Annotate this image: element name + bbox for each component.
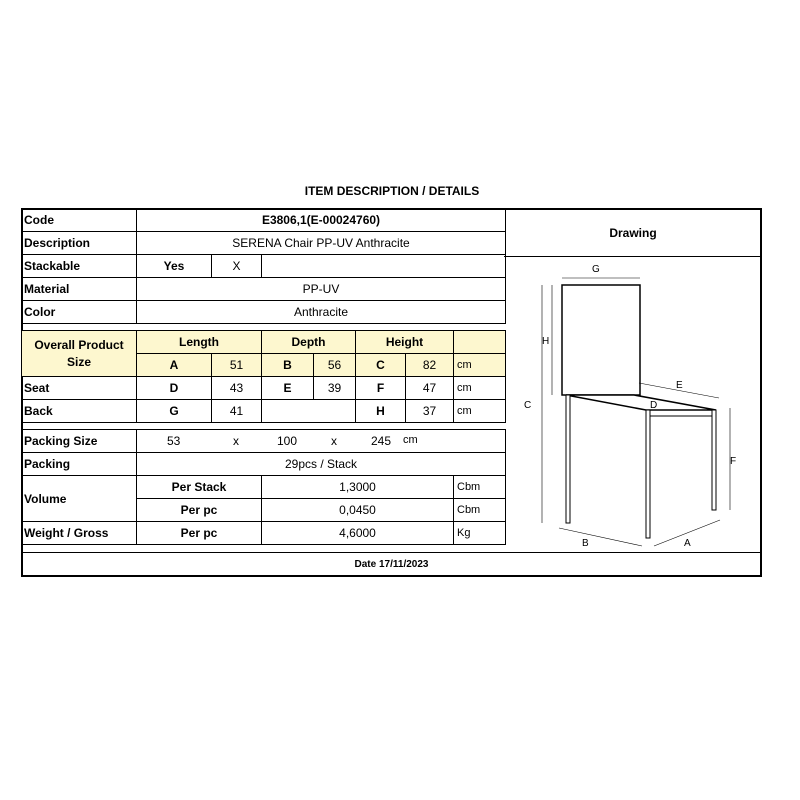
drawing-letter-b: B: [582, 538, 589, 549]
weight-row: [22, 522, 506, 545]
packing-row: [22, 453, 506, 476]
drawing-letter-d: D: [650, 400, 658, 411]
description-row: [22, 232, 506, 255]
back-row: [22, 400, 506, 423]
volume-per-pc-unit: Cbm: [454, 499, 506, 522]
drawing-panel: [504, 208, 762, 551]
chair-leg-front-right: [712, 410, 716, 510]
value-e: 39: [314, 377, 356, 400]
value-g: 41: [212, 400, 262, 423]
chair-drawing: [504, 258, 762, 558]
drawing-title: Drawing: [609, 226, 657, 240]
stackable-label: Stackable: [22, 255, 137, 278]
weight-value: 4,6000: [262, 522, 454, 545]
drawing-letter-f: F: [730, 456, 737, 467]
packing-size-row: [22, 430, 506, 453]
drawing-letter-h: H: [542, 336, 550, 347]
key-d: D: [137, 377, 212, 400]
description-value: SERENA Chair PP-UV Anthracite: [137, 232, 506, 255]
code-value: E3806,1(E-00024760): [137, 209, 506, 232]
value-d: 43: [212, 377, 262, 400]
page-title: ITEM DESCRIPTION / DETAILS: [304, 184, 480, 198]
stackable-yes: Yes: [137, 255, 212, 278]
value-a: 51: [212, 354, 262, 377]
stackable-row: [22, 255, 506, 278]
value-f: 47: [406, 377, 454, 400]
length-header: Length: [137, 331, 262, 354]
key-a: A: [137, 354, 212, 377]
spacer: [22, 324, 506, 331]
packing-x2: x: [331, 434, 337, 448]
date-footer: Date 17/11/2023: [21, 552, 762, 577]
code-label: Code: [22, 209, 137, 232]
value-h: 37: [406, 400, 454, 423]
spec-table: [21, 208, 506, 545]
unit-back: cm: [454, 400, 506, 423]
color-row: [22, 301, 506, 324]
unit-seat: cm: [454, 377, 506, 400]
spacer: [22, 423, 506, 430]
key-e: E: [262, 377, 314, 400]
volume-per-pc-value: 0,0450: [262, 499, 454, 522]
stackable-empty: [262, 255, 506, 278]
value-c: 82: [406, 354, 454, 377]
description-label: Description: [22, 232, 137, 255]
key-f: F: [356, 377, 406, 400]
drawing-divider: [504, 256, 762, 257]
dim-b-line: [559, 528, 642, 546]
drawing-letter-g: G: [592, 264, 600, 275]
stackable-mark: X: [212, 255, 262, 278]
packing-length: 53: [167, 434, 181, 448]
packing-size-label: Packing Size: [22, 430, 137, 453]
packing-label: Packing: [22, 453, 137, 476]
unit-overall: cm: [454, 354, 506, 377]
weight-label: Weight / Gross: [22, 522, 137, 545]
volume-per-stack-value: 1,3000: [262, 476, 454, 499]
packing-height: 245: [371, 434, 392, 448]
drawing-letter-a: A: [684, 538, 691, 549]
height-header: Height: [356, 331, 454, 354]
drawing-letter-c: C: [524, 400, 532, 411]
back-label: Back: [22, 400, 137, 423]
color-value: Anthracite: [137, 301, 506, 324]
drawing-letter-e: E: [676, 380, 683, 391]
header-blank: [454, 331, 506, 354]
chair-leg-front-left: [646, 410, 650, 538]
chair-backrest: [562, 285, 640, 395]
packing-width: 100: [277, 434, 298, 448]
packing-value: 29pcs / Stack: [137, 453, 506, 476]
volume-per-pc-label: Per pc: [137, 499, 262, 522]
weight-unit: Kg: [454, 522, 506, 545]
overall-size-label: Overall Product Size: [22, 331, 137, 377]
depth-header: Depth: [262, 331, 356, 354]
dimension-header-row: [22, 331, 506, 354]
weight-per-pc-label: Per pc: [137, 522, 262, 545]
key-g: G: [137, 400, 212, 423]
code-row: [22, 209, 506, 232]
volume-label: Volume: [22, 476, 137, 522]
seat-label: Seat: [22, 377, 137, 400]
material-row: [22, 278, 506, 301]
value-b: 56: [314, 354, 356, 377]
key-b: B: [262, 354, 314, 377]
back-empty: [262, 400, 356, 423]
chair-leg-back-left: [566, 395, 570, 523]
packing-unit: cm: [403, 434, 418, 446]
volume-per-stack-unit: Cbm: [454, 476, 506, 499]
key-c: C: [356, 354, 406, 377]
packing-x1: x: [233, 434, 239, 448]
material-label: Material: [22, 278, 137, 301]
key-h: H: [356, 400, 406, 423]
seat-row: [22, 377, 506, 400]
volume-stack-row: [22, 476, 506, 499]
material-value: PP-UV: [137, 278, 506, 301]
chair-seat: [566, 395, 716, 410]
color-label: Color: [22, 301, 137, 324]
volume-per-stack-label: Per Stack: [137, 476, 262, 499]
